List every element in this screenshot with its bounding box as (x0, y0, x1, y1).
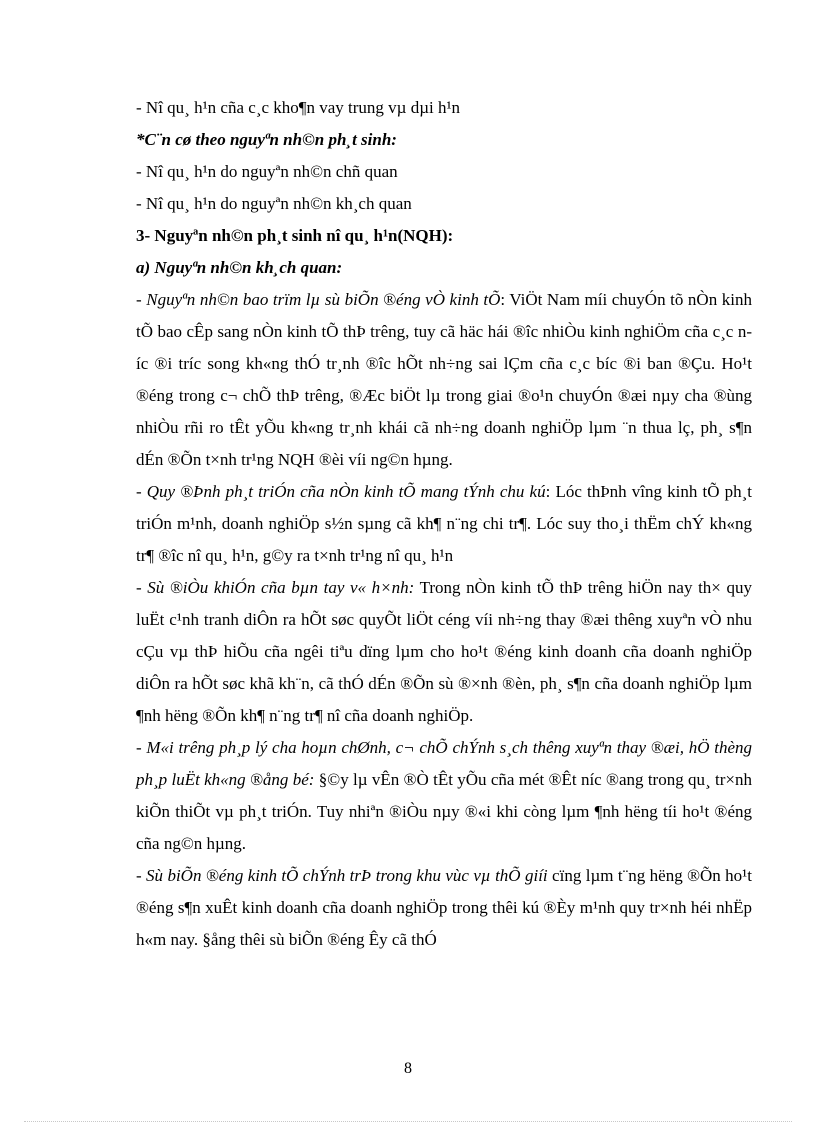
paragraph-body: cïng lµm t¨ng hëng ®Õn ho¹t ®éng s¶n xuÊt kinh doanh cña doanh nghiÖp trong thêi kú ®Èy m¹nh quy tr×nh héi nhËp h«m nay. §ång thêi sù biÕn ®éng Êy cã thÓ (136, 866, 753, 949)
paragraph-lead: - Nguyªn nh©n bao trïm lµ sù biÕn ®éng vÒ kinh tÕ (136, 290, 501, 309)
bullet-objective-cause: - Nî qu¸ h¹n do nguyªn nh©n kh¸ch quan (136, 194, 412, 213)
paragraph-regional-fluctuation (136, 860, 752, 956)
page-number: 8 (404, 1060, 412, 1077)
bullet-subjective-cause: - Nî qu¸ h¹n do nguyªn nh©n chñ quan (136, 162, 398, 181)
paragraph-body: : ViÖt Nam míi chuyÓn tõ nÒn kinh tÕ bao cÊp sang nÒn kinh tÕ thÞ trêng, tuy cã häc hái ®îc nhiÒu kinh nghiÖm cña c¸c níc ®i tríc song kh«ng thÓ tr¸nh ®îc hÕt nh÷ng sai lÇm cña c¸c bíc ®i ban ®Çu. Ho¹t ®éng trong c¬ chÕ thÞ trêng, ®Æc biÖt lµ trong giai ®o¹n chuyÓn ®æi nµy cha ®ùng nhiÒu rñi ro tÊt yÕu kh«ng tr¸nh khái cã nh÷ng doanh nghiÖp lµm ¨n thua lç, ph¸ s¶n dÉn ®Õn t×nh tr¹ng NQH ®èi víi ng©n hµng. (136, 290, 752, 469)
paragraph-business-cycle (136, 476, 752, 572)
paragraph-legal-environment (136, 732, 752, 860)
paragraph-body: : Lóc thÞnh vîng kinh tÕ ph¸t triÓn m¹nh, doanh nghiÖp s½n sµng cã kh¶ n¨ng chi tr¶. Lóc suy tho¸i thËm chÝ kh«ng tr¶ ®îc nî qu¸ h¹n, g©y ra t×nh tr¹ng nî qu¸ h¹n (136, 482, 752, 565)
paragraph-body: Trong nÒn kinh tÕ thÞ trêng hiÖn nay th× quy luËt c¹nh tranh diÔn ra hÕt søc quyÕt liÖt céng víi nh÷ng thay ®æi thêng xuyªn vÒ nhu cÇu vµ thÞ hiÕu cña ngêi tiªu dïng lµm cho ho¹t ®éng kinh doanh cña doanh nghiÖp diÔn ra hÕt søc khã kh¨n, cã thÓ dÉn ®Õn sù ®×nh ®èn, ph¸ s¶n cña doanh nghiÖp lµm ¶nh hëng ®Õn kh¶ n¨ng tr¶ nî cña doanh nghiÖp. (136, 578, 752, 725)
footer-divider (24, 1121, 792, 1122)
paragraph-lead: - Quy ®Þnh ph¸t triÓn cña nÒn kinh tÕ mang tÝnh chu kú (136, 482, 546, 501)
section-heading: 3- Nguyªn nh©n ph¸t sinh nî qu¸ h¹n(NQH): (136, 226, 454, 245)
paragraph-invisible-hand (136, 572, 752, 732)
paragraph-body: §©y lµ vÊn ®Ò tÊt yÕu cña mét ®Êt níc ®ang trong qu¸ tr×nh kiÕn thiÕt vµ ph¸t triÓn. Tuy nhiªn ®iÒu nµy ®«i khi còng lµm ¶nh hëng tíi ho¹t ®éng cña ng©n hµng. (136, 770, 752, 853)
paragraph-economic-fluctuation (136, 284, 752, 476)
paragraph-lead: - M«i trêng ph¸p lý cha hoµn chØnh, c¬ chÕ chÝnh s¸ch thêng xuyªn thay ®æi, hÖ thèng ph¸p luËt kh«ng ®ång bé: (136, 738, 752, 789)
heading-by-cause: *C¨n cø theo nguyªn nh©n ph¸t sinh: (136, 130, 397, 149)
document-body (136, 92, 752, 956)
paragraph-lead: - Sù ®iÒu khiÓn cña bµn tay v« h×nh: (136, 578, 415, 597)
subsection-heading: a) Nguyªn nh©n kh¸ch quan: (136, 258, 343, 277)
paragraph-lead: - Sù biÕn ®éng kinh tÕ chÝnh trÞ trong khu vùc vµ thÕ giíi (136, 866, 548, 885)
bullet-medium-long-term-loans: - Nî qu¸ h¹n cña c¸c kho¶n vay trung vµ dµi h¹n (136, 98, 461, 117)
